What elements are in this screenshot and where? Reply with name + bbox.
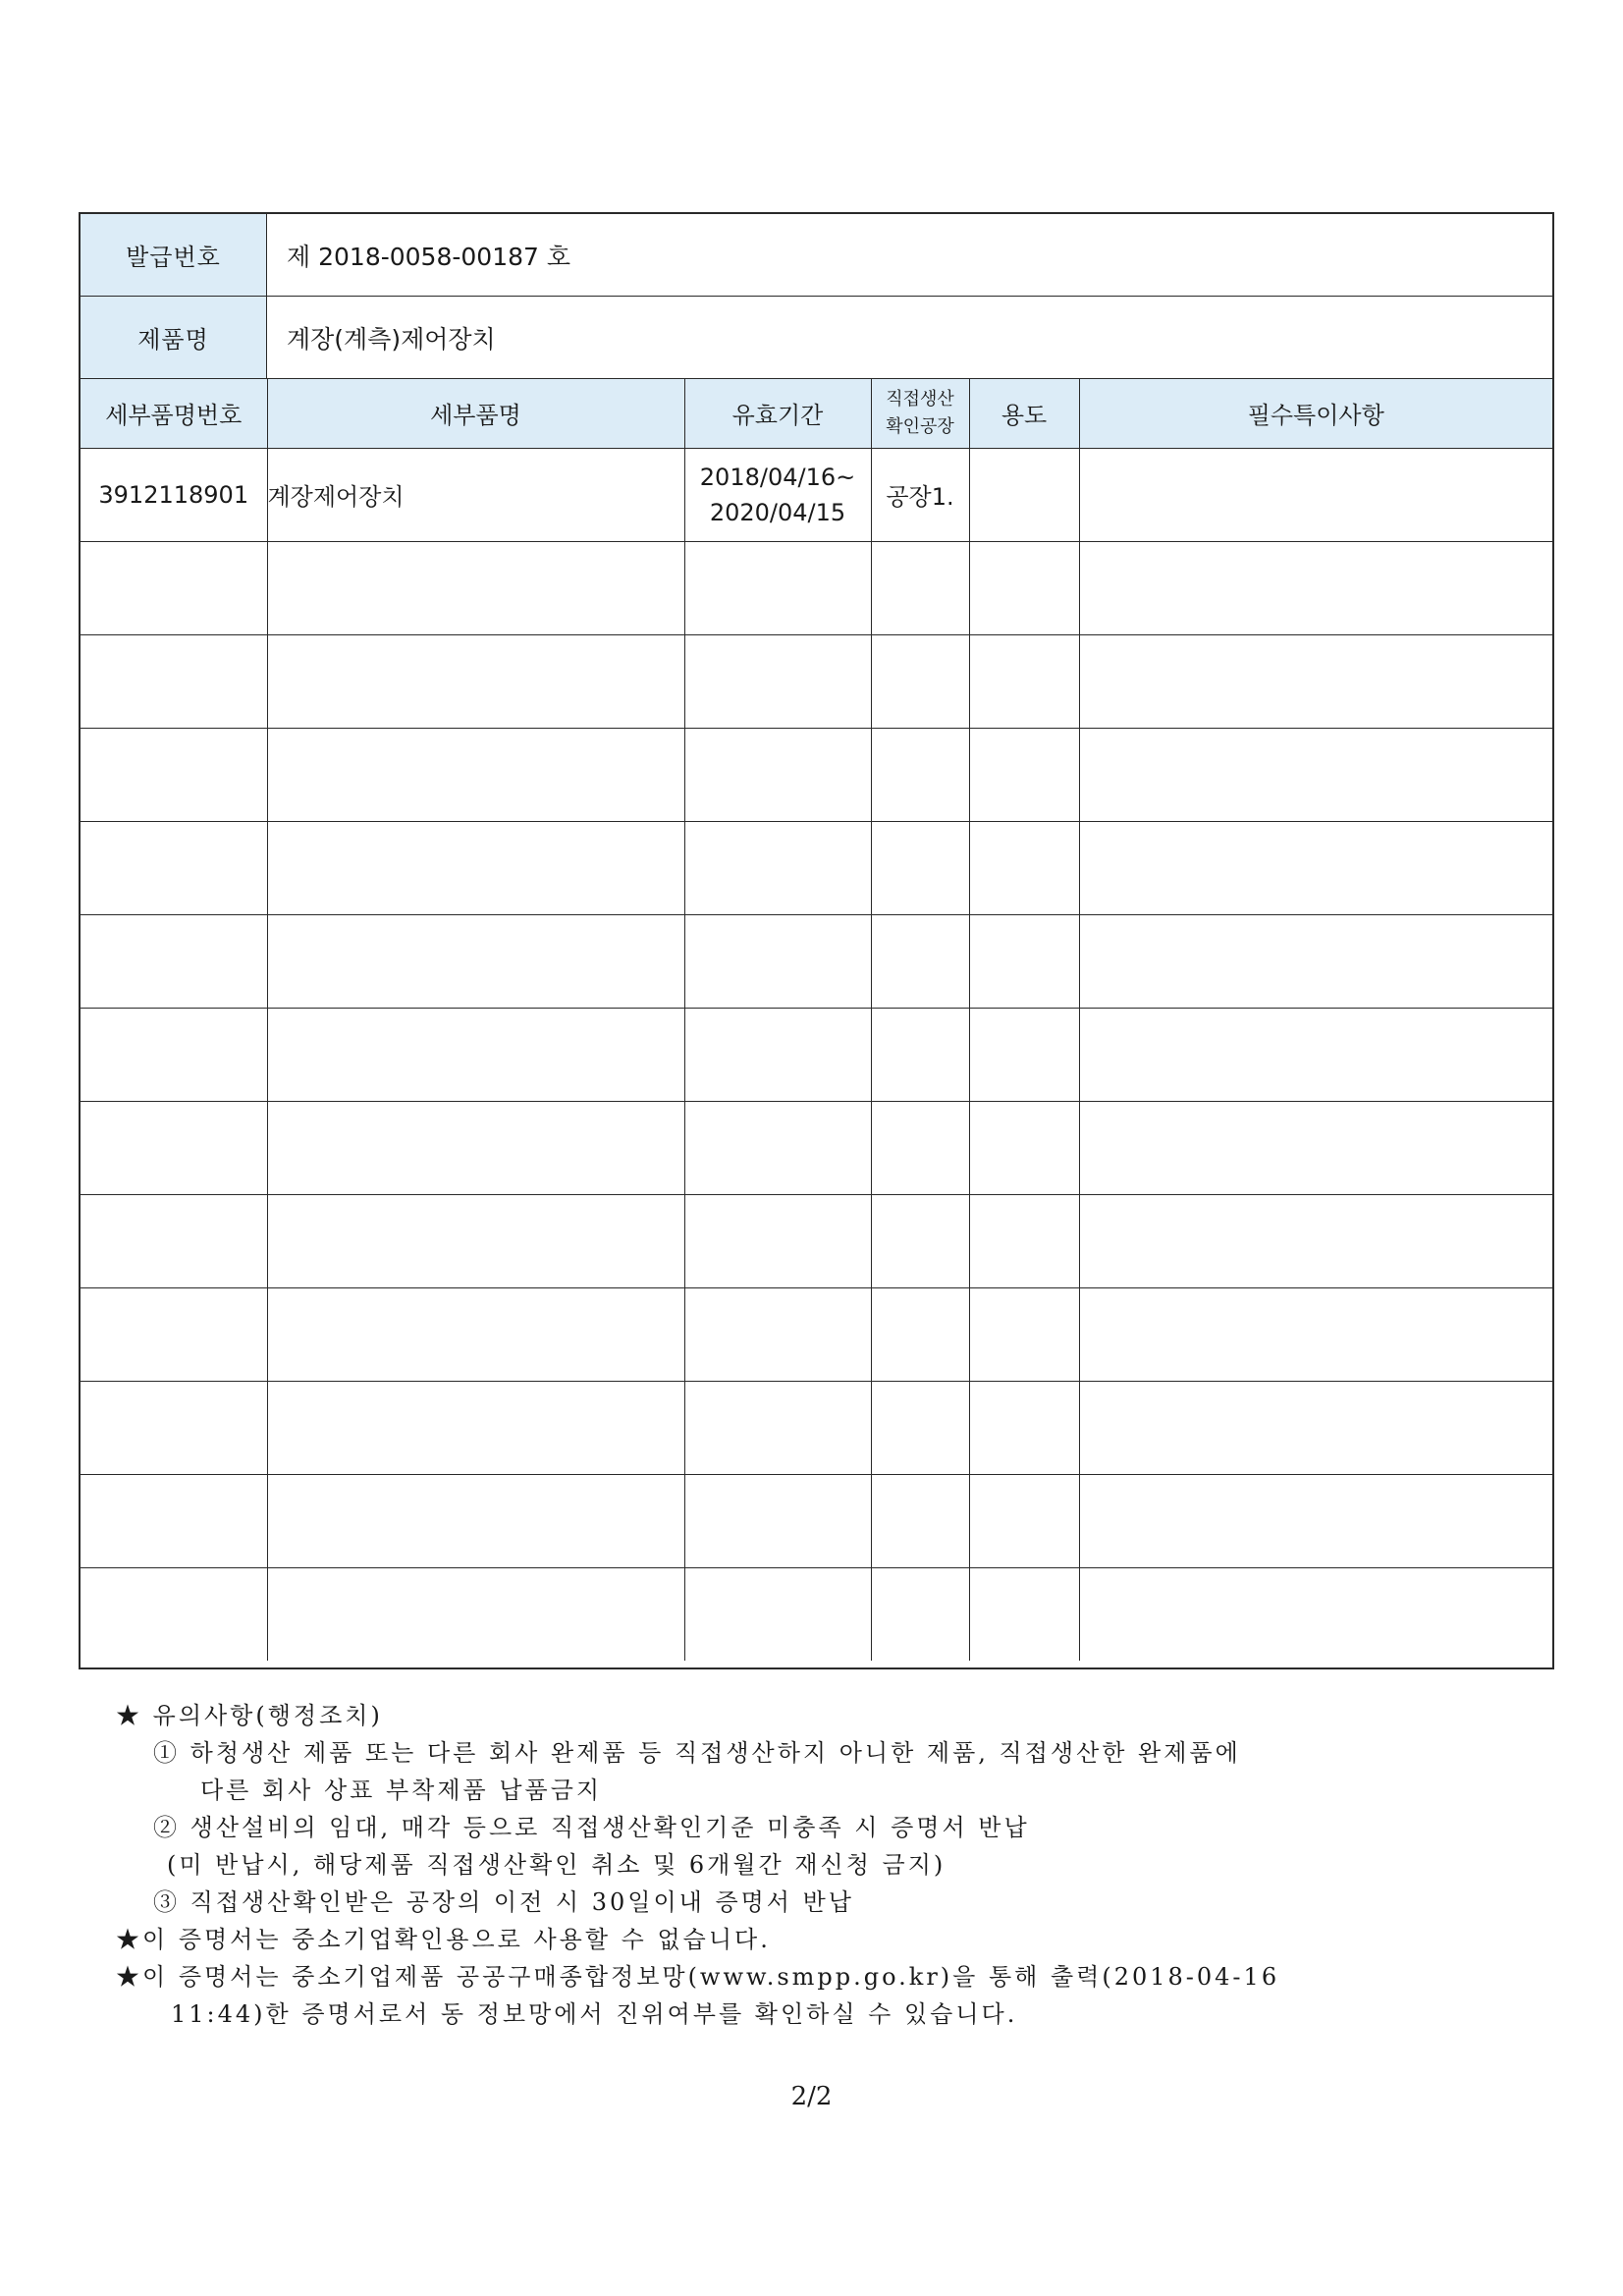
product-name-label: 제품명 [81,297,267,378]
notice-verification: ★이 증명서는 중소기업제품 공공구매종합정보망(www.smpp.go.kr)을 통해 출력(2018-04-16 [116,1963,1280,1991]
product-name-value: 계장(계측)제어장치 [287,324,496,354]
row-usage [969,448,1079,541]
detail-items-table [81,379,1552,1661]
empty-table-row [81,1381,1552,1474]
notice-item-3: ③ 직접생산확인받은 공장의 이전 시 30일이내 증명서 반납 [153,1888,854,1916]
row-name: 계장제어장치 [267,448,684,541]
notice-title: ★ 유의사항(행정조치) [116,1702,383,1729]
row-period-start: 2018/04/16~ [699,463,856,491]
notice-verification-cont: 11:44)한 증명서로서 동 정보망에서 진위여부를 확인하실 수 있습니다. [171,2000,1018,2028]
notice-item-2: ② 생산설비의 임대, 매각 등으로 직접생산확인기준 미충족 시 증명서 반납 [153,1814,1030,1841]
empty-table-row [81,634,1552,728]
table-row [81,448,1552,541]
notice-item-1-cont: 다른 회사 상표 부착제품 납품금지 [200,1777,603,1804]
row-code: 3912118901 [81,448,267,541]
empty-table-row [81,1567,1552,1661]
empty-table-row [81,914,1552,1008]
row-period-end: 2020/04/15 [709,498,846,526]
empty-table-row [81,1101,1552,1194]
table-header-row [81,379,1552,448]
issue-number-value: 제 2018-0058-00187 호 [287,242,571,271]
empty-table-row [81,728,1552,821]
empty-table-row [81,1008,1552,1101]
column-header-factory [871,379,969,448]
column-header-period: 유효기간 [684,379,871,448]
product-name-row [81,297,1552,379]
notice-item-2-cont: (미 반납시, 해당제품 직접생산확인 취소 및 6개월간 재신청 금지) [167,1851,947,1879]
column-header-usage: 용도 [969,379,1079,448]
column-header-notes: 필수특이사항 [1079,379,1552,448]
issue-number-label: 발급번호 [81,214,267,296]
column-header-code: 세부품명번호 [81,379,267,448]
notice-section [116,1697,1549,2033]
column-header-factory-line2: 확인공장 [886,415,954,437]
row-period [684,448,871,541]
empty-table-row [81,541,1552,634]
row-factory: 공장1. [871,448,969,541]
notice-item-1: ① 하청생산 제품 또는 다른 회사 완제품 등 직접생산하지 아니한 제품, 직접생산한 완제품에 [153,1739,1241,1767]
row-notes [1079,448,1552,541]
notice-not-for-sme-check: ★이 증명서는 중소기업확인용으로 사용할 수 없습니다. [116,1926,771,1953]
issue-number-row [81,214,1552,297]
empty-table-row [81,1474,1552,1567]
page-number: 2/2 [790,2082,833,2111]
column-header-name: 세부품명 [267,379,684,448]
empty-table-row [81,821,1552,914]
empty-table-row [81,1194,1552,1287]
certificate-table [79,212,1554,1669]
empty-table-row [81,1287,1552,1381]
column-header-factory-line1: 직접생산 [886,388,954,410]
